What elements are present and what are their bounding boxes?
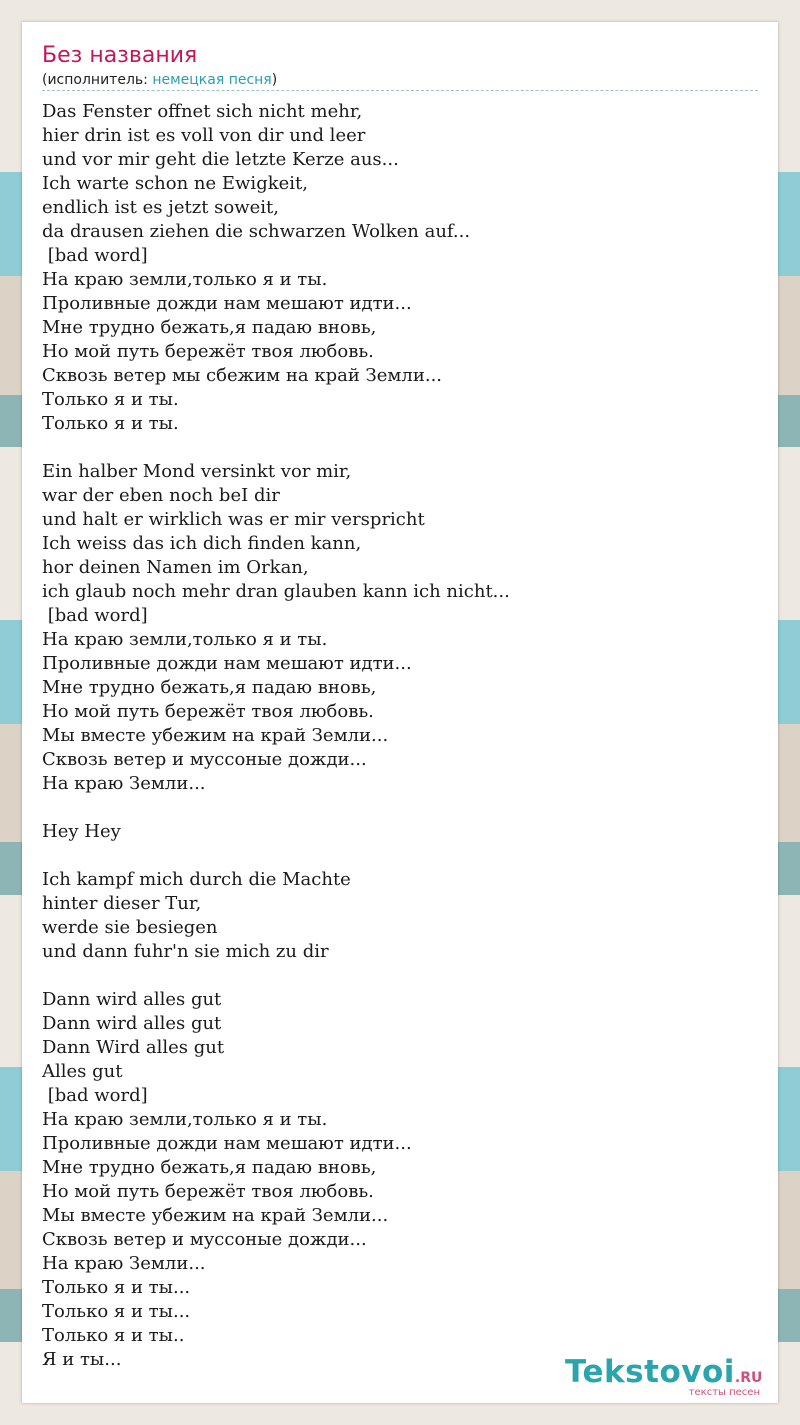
site-logo[interactable] [565,1355,770,1399]
artist-line [42,71,277,89]
logo-tagline: тексты песен [688,1387,760,1398]
artist-prefix: (исполнитель: [42,72,153,88]
logo-tld: .RU [734,1370,763,1386]
title-divider [42,90,758,91]
artist-link[interactable]: немецкая песня [152,72,272,88]
lyrics-card [22,22,778,1403]
song-title: Без названия [42,43,198,68]
artist-suffix: ) [271,72,278,88]
logo-name: Tekstovoi [565,1354,735,1390]
lyrics-text: Das Fenster offnet sich nicht mehr, hier drin ist es voll von dir und leer und vor mir geht die letzte Kerze aus... Ich warte schon ne Ewigkeit, endlich ist es jetzt soweit, da drausen ziehen die schwarzen Wolken auf... [bad word] На краю земли,только я и ты. Проливные дожди нам мешают идти... Мне трудно бежать,я падаю вновь, Но мой путь бережёт твоя любовь. Сквозь ветер мы сбежим на край Земли... Только я и ты. Только я и ты. Ein halber Mond versinkt vor mir, war der eben noch beI dir und halt er wirklich was er mir verspricht Ich weiss das ich dich finden kann, hor deinen Namen im Orkan, ich glaub noch mehr dran glauben kann ich nicht... [bad word] На краю земли,только я и ты. Проливные дожди нам мешают идти... Мне трудно бежать,я падаю вновь, Но мой путь бережёт твоя любовь. Мы вместе убежим на край Земли... Сквозь ветер и муссоные дожди... На краю Земли... Hey Hey Ich kampf mich durch die Machte hinter dieser Tur, werde sie besiegen und dann fuhr'n sie mich zu dir Dann wird alles gut Dann wird alles gut Dann Wird alles gut Alles gut [bad word] На краю земли,только я и ты. Проливные дожди нам мешают идти... Мне трудно бежать,я падаю вновь, Но мой путь бережёт твоя любовь. Мы вместе убежим на край Земли... Сквозь ветер и муссоные дожди... На краю Земли... Только я и ты... Только я и ты... Только я и ты.. Я и ты... [42,101,510,1370]
